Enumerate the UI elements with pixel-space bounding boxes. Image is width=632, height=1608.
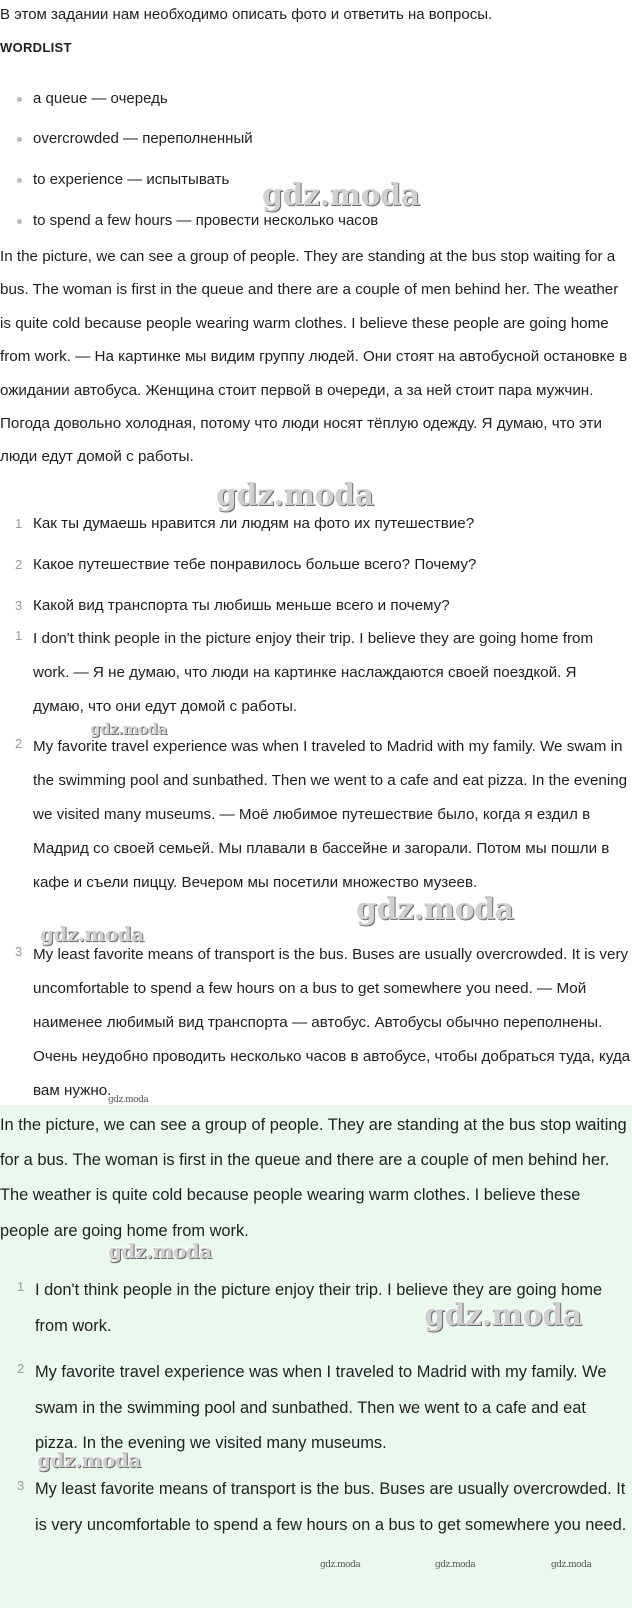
- description-paragraph: In the picture, we can see a group of people. They are standing at the bus stop waiting for a bus. The woman is first in the queue and there are a couple of men behind her. The weather is quite cold because people wearing warm clothes. I believe these people are going home from work. — На картинке мы видим группу людей. Они стоят на автобусной остановке в ожидании автобуса. Женщина стоит первой в очереди, а за ней стоит пара мужчин. Погода довольно холодная, потому что люди носят тёплую одежду. Я думаю, что эти люди едут домой с работы.: [0, 248, 628, 466]
- answer-number: 3: [15, 944, 23, 959]
- question-text: Какой вид транспорта ты любишь меньше всего и почему?: [33, 597, 450, 614]
- watermark: gdz.moda: [435, 1560, 476, 1570]
- watermark: gdz.moda: [40, 922, 144, 946]
- question-text: Какое путешествие тебе понравилось больше всего? Почему?: [33, 556, 477, 573]
- intro-text: В этом задании нам необходимо описать фото и ответить на вопросы.: [0, 6, 493, 23]
- answer-text: My favorite travel experience was when I traveled to Madrid with my family. We swam in the swimming pool and sunbathed. Then we went to a cafe and eat pizza. In the evening we visited many museums.: [35, 1363, 607, 1452]
- wordlist-title: WORDLIST: [0, 40, 72, 55]
- answer-text: I don't think people in the picture enjoy their trip. I believe they are going home from work.: [35, 1281, 603, 1335]
- answer-text: My least favorite means of transport is the bus. Buses are usually overcrowded. It is very uncomfortable to spend a few hours on a bus to get somewhere you need. — Мой наименее любимый вид транспорта — автобус. Автобусы обычно переполнены. Очень неудобно проводить несколько часов в автобусе, чтобы добраться туда, куда вам нужно.: [33, 946, 631, 1099]
- question-number: 2: [15, 557, 23, 572]
- bullet-icon: [17, 178, 22, 183]
- question-number: 3: [15, 598, 23, 613]
- answer-number: 2: [15, 736, 23, 751]
- bullet-icon: [17, 219, 22, 224]
- answer-number: 3: [17, 1478, 25, 1493]
- watermark: gdz.moda: [356, 892, 514, 927]
- watermark: gdz.moda: [424, 1298, 582, 1333]
- watermark: gdz.moda: [262, 178, 420, 213]
- watermark: gdz.moda: [90, 720, 167, 738]
- bullet-icon: [17, 137, 22, 142]
- bullet-icon: [17, 97, 22, 102]
- watermark: gdz.moda: [108, 1239, 212, 1263]
- answer-number: 1: [17, 1279, 25, 1294]
- watermark: gdz.moda: [551, 1560, 592, 1570]
- watermark: gdz.moda: [216, 478, 374, 513]
- answer-text: My favorite travel experience was when I traveled to Madrid with my family. We swam in the swimming pool and sunbathed. Then we went to a cafe and eat pizza. In the evening we visited many museums. — Моё любимое путешествие было, когда я ездил в Мадрид со своей семьей. Мы плавали в бассейне и загорали. Потом мы пошли в кафе и съели пиццу. Вечером мы посетили множество музеев.: [33, 738, 628, 891]
- question-number: 1: [15, 516, 23, 531]
- watermark: gdz.moda: [37, 1448, 141, 1472]
- answer-number: 1: [15, 628, 23, 643]
- watermark: gdz.moda: [320, 1560, 361, 1570]
- summary-description: In the picture, we can see a group of people. They are standing at the bus stop waiting for a bus. The woman is first in the queue and there are a couple of men behind her. The weather is quite cold because people wearing warm clothes. I believe these people are going home from work.: [0, 1116, 627, 1240]
- watermark: gdz.moda: [108, 1095, 149, 1105]
- answer-text: I don't think people in the picture enjoy their trip. I believe they are going home from work. — Я не думаю, что люди на картинке наслаждаются своей поездкой. Я думаю, что они едут домой с работы.: [33, 630, 594, 715]
- answer-number: 2: [17, 1361, 25, 1376]
- answer-text: My least favorite means of transport is the bus. Buses are usually overcrowded. It is very uncomfortable to spend a few hours on a bus to get somewhere you need.: [35, 1480, 627, 1534]
- question-text: Как ты думаешь нравится ли людям на фото их путешествие?: [33, 515, 475, 532]
